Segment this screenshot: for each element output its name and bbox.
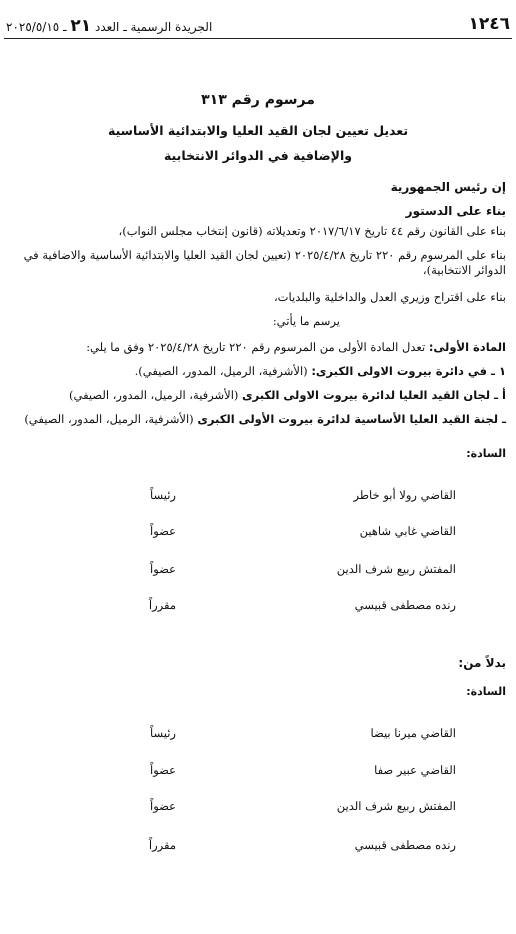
member-role: رئيساً <box>150 726 176 740</box>
member-name: رنده مصطفى قبيسي <box>354 838 456 852</box>
page-number: ١٢٤٦ <box>468 14 510 34</box>
page-header <box>0 12 516 38</box>
issue-number: ٢١ <box>70 16 92 36</box>
member-role: مقرراً <box>148 598 176 612</box>
decrees-line: يرسم ما يأتي: <box>272 314 340 328</box>
article-1-label: المادة الأولى: <box>428 340 506 354</box>
member-row <box>0 838 516 856</box>
decree-subtitle-2: والإضافية في الدوائر الانتخابية <box>163 148 353 163</box>
president-line: إن رئيس الجمهورية <box>390 180 506 194</box>
instead-of-heading: بدلاً من: <box>458 656 506 670</box>
item-b-text: (الأشرفية، الرميل، المدور، الصيفي) <box>24 412 194 426</box>
law-reference: بناء على القانون رقم ٤٤ تاريخ ٢٠١٧/٦/١٧ وتعديلاته (قانون إنتخاب مجلس النواب)، <box>118 224 506 238</box>
member-row <box>0 726 516 744</box>
decree-subtitle-1: تعديل تعيين لجان القيد العليا والابتدائية الأساسية <box>107 123 409 138</box>
member-row <box>0 524 516 542</box>
member-row <box>0 562 516 580</box>
item-a-text: (الأشرفية، الرميل، المدور، الصيفي) <box>69 388 239 402</box>
member-name: المفتش ربيع شرف الدين <box>336 799 456 813</box>
header-rule <box>4 38 512 39</box>
article-1-text: تعدل المادة الأولى من المرسوم رقم ٢٢٠ تاريخ ٢٠٢٥/٤/٢٨ وفق ما يلي: <box>86 340 426 354</box>
item-1-text: (الأشرفية، الرميل، المدور، الصيفي). <box>134 364 308 378</box>
member-role: عضواً <box>150 524 176 538</box>
member-name: القاضي ميرنا بيضا <box>370 726 456 740</box>
member-role: عضواً <box>150 562 176 576</box>
member-row <box>0 598 516 616</box>
item-1-label: ١ ـ في دائرة بيروت الاولى الكبرى: <box>311 364 506 378</box>
member-name: المفتش ربيع شرف الدين <box>336 562 456 576</box>
item-b-label: ـ لجنة القيد العليا الأساسية لدائرة بيروت الأولى الكبرى <box>197 412 506 426</box>
gazette-label: الجريدة الرسمية ـ العدد <box>94 20 213 34</box>
issue-date: ـ ٢٠٢٥/٥/١٥ <box>6 20 67 34</box>
new-members-heading: السادة: <box>466 447 506 460</box>
proposal-line: بناء على اقتراح وزيري العدل والداخلية والبلديات، <box>273 290 506 304</box>
member-row <box>0 488 516 506</box>
member-role: مقرراً <box>148 838 176 852</box>
member-role: عضواً <box>150 763 176 777</box>
old-members-heading: السادة: <box>466 685 506 698</box>
member-name: القاضي رولا أبو خاطر <box>353 488 456 502</box>
member-name: القاضي غابي شاهين <box>359 524 456 538</box>
item-b <box>4 412 506 427</box>
member-name: رنده مصطفى قبيسي <box>354 598 456 612</box>
member-role: عضواً <box>150 799 176 813</box>
item-a <box>4 388 506 403</box>
gazette-info <box>6 16 212 36</box>
article-1 <box>4 340 506 355</box>
decree-title: مرسوم رقم ٣١٣ <box>201 92 315 108</box>
item-a-label: أ ـ لجان القيد العليا لدائرة بيروت الاولى الكبرى <box>242 388 506 402</box>
member-row <box>0 799 516 817</box>
constitution-line: بناء على الدستور <box>405 204 506 218</box>
member-role: رئيساً <box>150 488 176 502</box>
member-name: القاضي عبير صفا <box>374 763 456 777</box>
item-1 <box>4 364 506 379</box>
decree-reference: بناء على المرسوم رقم ٢٢٠ تاريخ ٢٠٢٥/٤/٢٨ (تعيين لجان القيد العليا والابتدائية الأساسية والاضافية في الدوائر الانتخابية)، <box>23 248 506 277</box>
member-row <box>0 763 516 781</box>
